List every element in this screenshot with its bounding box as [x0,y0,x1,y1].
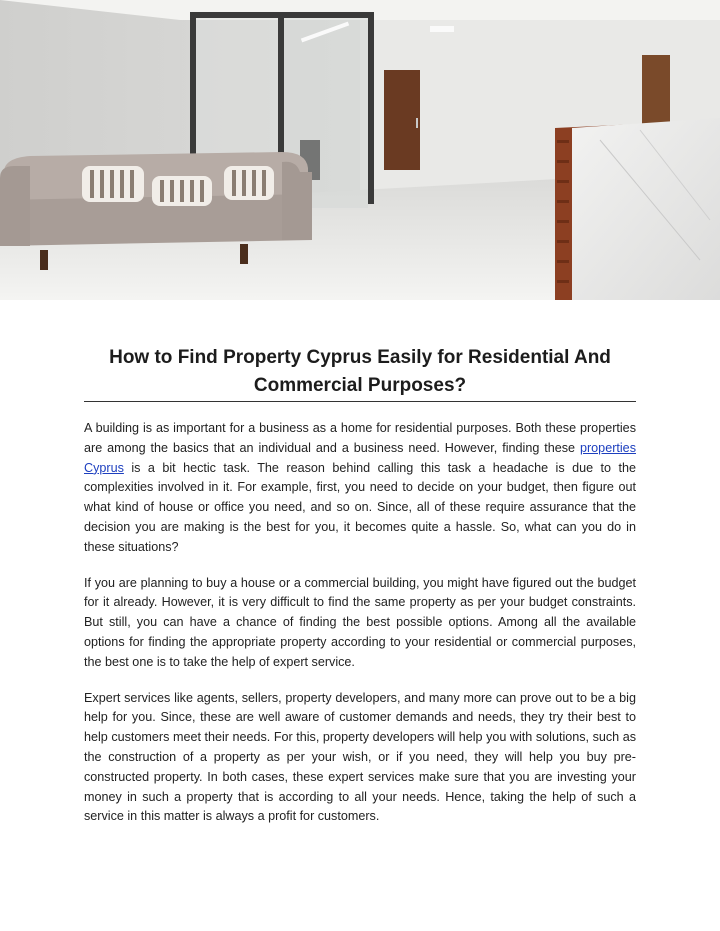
paragraph-2: If you are planning to buy a house or a commercial building, you might have figured out the budget for it already. However, it is very difficult to find the same property as per your budget constraints. But still, you can have a chance of finding the best possible options. Among all the available options for finding the appropriate property according to your residential or commercial purposes, the best one is to take the help of expert service. [84,575,636,669]
paragraph-3: Expert services like agents, sellers, property developers, and many more can prove out to be a big help for you. Since, these are well aware of customer demands and needs, they try their best to help customers meet their needs. For this, property developers will help you with solutions, such as the construction of a property as per your wish, or if you need, they will help you buy pre-constructed property. In both cases, these expert services make sure that you are investing your money in such a property that is according to all your needs. Hence, taking the help of such a service in this matter is always a profit for customers. [84,690,636,824]
article-body [84,419,636,843]
paragraph-1-rest: is a bit hectic task. The reason behind calling this task a headache is due to the complexities involved in it. For example, first, you need to decide on your budget, then figure out what kind of house or office you need, and so on. Since, all of these require assurance that the decision you are making is the best for you, it becomes quite a hassle. So, what can you do in these situations? [84,460,636,554]
hero-image [0,0,720,300]
article-title: How to Find Property Cyprus Easily for Residential And Commercial Purposes? [109,347,611,396]
properties-cyprus-link[interactable]: properties Cyprus [84,440,636,475]
paragraph-1-intro: A building is as important for a business as a home for residential purposes. Both these properties are among the basics that an individual and a business need. However, finding these [84,421,636,455]
paragraph-1 [84,419,636,558]
interior-photo-illustration [0,0,720,300]
title-divider [84,401,636,402]
